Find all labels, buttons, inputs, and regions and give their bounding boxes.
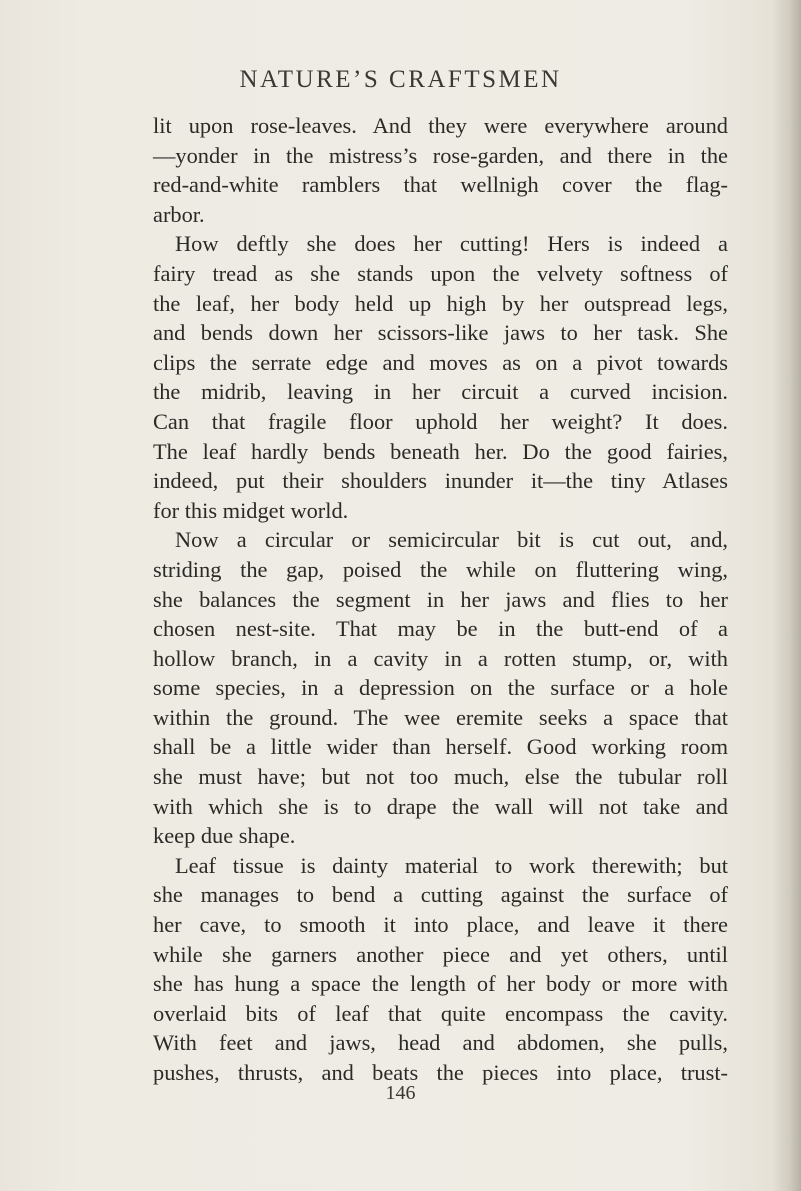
body-text [153,111,728,1088]
text-line: chosen nest-site. That may be in the butt-end of a [153,616,728,642]
text-line: lit upon rose-leaves. And they were everywhere around [153,113,728,138]
text-line: Now a circular or semicircular bit is cut out, and, [175,527,728,553]
text-line: hollow branch, in a cavity in a rotten stump, or, with [153,645,728,671]
text-line: striding the gap, poised the while on fluttering wing, [153,556,728,582]
text-line: Can that fragile floor uphold her weight? It does. [153,408,728,434]
text-line: —yonder in the mistress’s rose-garden, and there in the [153,142,728,168]
text-line: with which she is to drape the wall will not take and [153,793,728,819]
text-line: fairy tread as she stands upon the velvety softness of [153,260,728,286]
text-line: for this midget world. [153,497,349,523]
text-line: shall be a little wider than herself. Good working room [153,734,728,760]
text-line: indeed, put their shoulders inunder it—the tiny Atlases [153,468,728,494]
running-head: NATURE’S CRAFTSMEN [239,66,562,93]
text-line: the midrib, leaving in her circuit a curved incision. [153,379,728,405]
text-line: her cave, to smooth it into place, and leave it there [153,912,728,938]
text-line: arbor. [153,201,205,227]
text-line: she must have; but not too much, else the tubular roll [153,764,728,790]
text-line: within the ground. The wee eremite seeks a space that [153,704,728,730]
text-line: overlaid bits of leaf that quite encompass the cavity. [153,1000,728,1026]
text-line: some species, in a depression on the surface or a hole [153,675,728,701]
text-line: the leaf, her body held up high by her outspread legs, [153,290,728,316]
text-line: she manages to bend a cutting against the surface of [153,882,728,908]
text-line: clips the serrate edge and moves as on a pivot towards [153,349,728,375]
text-line: Leaf tissue is dainty material to work therewith; but [175,852,728,878]
text-line: With feet and jaws, head and abdomen, she pulls, [153,1030,728,1056]
text-line: The leaf hardly bends beneath her. Do the good fairies, [153,438,728,464]
text-line: she has hung a space the length of her body or more with [153,971,728,997]
text-line: How deftly she does her cutting! Hers is indeed a [175,231,728,257]
text-line: keep due shape. [153,823,296,849]
text-line: she balances the segment in her jaws and flies to her [153,586,728,612]
text-line: and bends down her scissors-like jaws to her task. She [153,320,728,346]
page-number: 146 [385,1082,416,1104]
page-edge-shadow [773,0,801,1191]
text-line: pushes, thrusts, and beats the pieces into place, trust- [153,1060,728,1085]
text-line: while she garners another piece and yet others, until [153,941,728,967]
text-line: red-and-white ramblers that wellnigh cover the flag- [153,172,728,198]
